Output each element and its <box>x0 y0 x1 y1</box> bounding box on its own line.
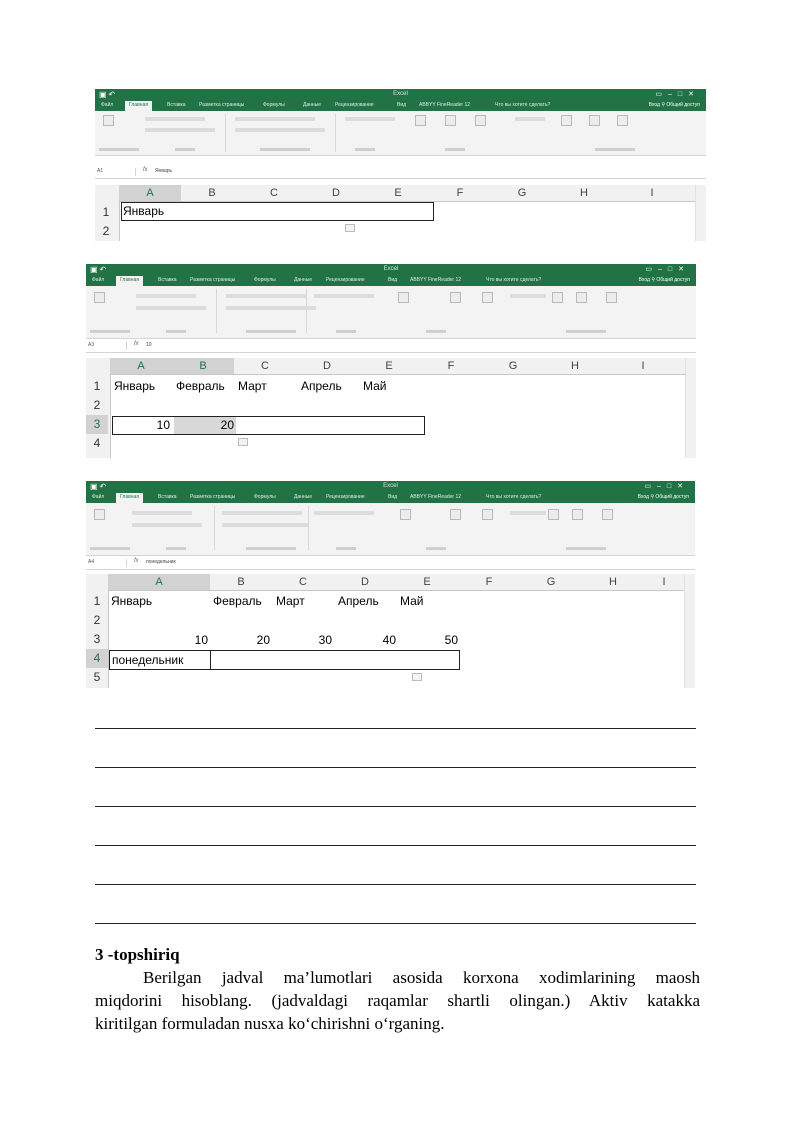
title-bar <box>95 89 706 101</box>
column-header[interactable]: D <box>323 360 331 372</box>
tab-page-layout[interactable]: Разметка страницы <box>190 277 236 283</box>
ribbon-separator <box>306 289 307 333</box>
answer-line <box>95 923 696 924</box>
group-label <box>246 547 296 550</box>
name-box[interactable]: A1 <box>97 168 136 176</box>
column-header[interactable]: B <box>237 576 245 588</box>
vertical-scrollbar[interactable] <box>685 358 696 458</box>
row-header[interactable]: 3 <box>93 632 101 646</box>
number-format <box>314 511 374 515</box>
quick-access-icons: ▣↶ <box>90 265 109 274</box>
cell-a1[interactable]: Январь <box>114 379 156 393</box>
tab-data[interactable]: Данные <box>303 102 322 108</box>
find-icon[interactable] <box>617 115 628 126</box>
cell-e1[interactable]: Май <box>400 594 424 608</box>
column-header-row <box>86 358 686 375</box>
tab-home[interactable]: Главная <box>116 276 143 286</box>
cell-d3[interactable]: 40 <box>382 633 396 647</box>
tab-review[interactable]: Рецензирование <box>326 277 365 283</box>
formula-input[interactable]: понедельник <box>146 559 176 565</box>
tab-view[interactable]: Вид <box>397 102 407 108</box>
tab-page-layout[interactable]: Разметка страницы <box>190 494 236 500</box>
alignment-buttons <box>226 294 306 298</box>
font-selector <box>132 511 192 515</box>
account-area[interactable]: Вход ⚲ Общий доступ <box>648 102 700 108</box>
column-header-row <box>86 574 686 591</box>
find-icon[interactable] <box>602 509 613 520</box>
cell-b1[interactable]: Февраль <box>213 594 262 608</box>
vertical-scrollbar[interactable] <box>695 185 706 241</box>
row-header-column <box>95 201 120 241</box>
window-title: Excel <box>383 266 399 272</box>
cell-c1[interactable]: Март <box>276 594 305 608</box>
font-format-buttons <box>136 306 206 310</box>
font-format-buttons <box>132 523 202 527</box>
alignment-buttons-2 <box>226 306 316 310</box>
cell-d1[interactable]: Апрель <box>301 379 342 393</box>
tab-file[interactable]: Файл <box>101 102 114 108</box>
format-table-icon[interactable] <box>450 509 461 520</box>
group-label <box>445 148 465 151</box>
tab-page-layout[interactable]: Разметка страницы <box>199 102 245 108</box>
window-title: Excel <box>393 91 408 97</box>
tab-abbyy[interactable]: ABBYY FineReader 12 <box>410 494 462 500</box>
column-header[interactable]: B <box>208 187 216 199</box>
formula-bar <box>95 166 706 179</box>
share-button[interactable]: Общий доступ <box>666 102 700 108</box>
title-bar <box>86 264 696 276</box>
column-header[interactable]: D <box>361 576 369 588</box>
share-button[interactable]: Общий доступ <box>655 494 689 500</box>
column-header[interactable]: B <box>172 358 234 374</box>
ribbon-separator <box>225 114 226 152</box>
cell-a1[interactable]: Январь <box>123 204 165 218</box>
cell-c1[interactable]: Март <box>238 379 267 393</box>
ribbon <box>86 503 695 556</box>
window-controls: ▭–□✕ <box>645 266 690 273</box>
task-line: miqdorini hisoblang. (jadvaldagi raqamlar shartli olingan.) Aktiv katakka <box>95 991 700 1010</box>
row-header[interactable]: 5 <box>93 670 101 684</box>
sort-filter-icon[interactable] <box>589 115 600 126</box>
task-paragraph <box>95 966 700 1035</box>
group-label <box>336 547 356 550</box>
tab-formulas[interactable]: Формулы <box>263 102 285 108</box>
selection-range <box>121 202 434 221</box>
tab-view[interactable]: Вид <box>388 277 398 283</box>
row-header[interactable]: 1 <box>93 379 101 393</box>
column-header[interactable]: I <box>662 576 666 588</box>
ribbon-separator <box>216 289 217 333</box>
answer-line <box>95 767 696 768</box>
column-header[interactable]: I <box>641 360 645 372</box>
window-controls: ▭–□✕ <box>655 91 700 98</box>
group-label <box>566 330 606 333</box>
title-bar <box>86 481 695 493</box>
alignment-buttons-2 <box>222 523 308 527</box>
ribbon-separator <box>335 114 336 152</box>
column-header[interactable]: C <box>270 187 278 199</box>
find-icon[interactable] <box>606 292 617 303</box>
format-table-icon[interactable] <box>445 115 456 126</box>
cell-a4[interactable]: понедельник <box>112 653 184 667</box>
cell-styles-icon[interactable] <box>475 115 486 126</box>
tell-me-box[interactable]: Что вы хотите сделать? <box>495 102 551 108</box>
cells-group <box>510 511 546 515</box>
answer-line <box>95 728 696 729</box>
font-selector <box>145 117 205 121</box>
answer-line <box>95 845 696 846</box>
alignment-buttons <box>235 117 315 121</box>
ribbon-tabs <box>86 493 695 503</box>
formula-input[interactable]: Январь <box>155 168 173 174</box>
cell-styles-icon[interactable] <box>482 292 493 303</box>
tell-me-box[interactable]: Что вы хотите сделать? <box>486 277 542 283</box>
account-area[interactable]: Вход ⚲ Общий доступ <box>638 277 690 283</box>
sum-icon[interactable] <box>552 292 563 303</box>
tab-data[interactable]: Данные <box>294 494 313 500</box>
row-header[interactable]: 1 <box>102 205 110 219</box>
tab-home[interactable]: Главная <box>125 101 152 111</box>
column-header[interactable]: C <box>261 360 269 372</box>
tab-view[interactable]: Вид <box>388 494 398 500</box>
tab-review[interactable]: Рецензирование <box>326 494 365 500</box>
cell-b3[interactable]: 20 <box>256 633 270 647</box>
formula-bar <box>86 557 695 570</box>
cell-e1[interactable]: Май <box>363 379 387 393</box>
vertical-scrollbar[interactable] <box>684 574 695 688</box>
tab-file[interactable]: Файл <box>92 277 105 283</box>
column-header[interactable]: I <box>650 187 654 199</box>
paste-icon[interactable] <box>94 292 105 303</box>
group-label <box>175 148 195 151</box>
row-header-column <box>86 590 109 688</box>
cell-b3[interactable]: 20 <box>220 418 234 432</box>
row-header[interactable]: 2 <box>102 224 110 238</box>
share-button[interactable]: Общий доступ <box>656 277 690 283</box>
quick-access-icons: ▣↶ <box>90 482 109 491</box>
ribbon <box>95 111 706 156</box>
group-label <box>246 330 296 333</box>
quick-access-icons: ▣↶ <box>99 90 118 99</box>
group-label <box>426 547 446 550</box>
group-label <box>166 330 186 333</box>
sum-icon[interactable] <box>561 115 572 126</box>
column-header[interactable]: E <box>385 360 393 372</box>
column-header[interactable]: D <box>332 187 340 199</box>
cell-a3[interactable]: 10 <box>156 418 170 432</box>
group-label <box>260 148 310 151</box>
cells-group <box>515 117 545 121</box>
column-header[interactable]: H <box>580 187 588 199</box>
cell-d1[interactable]: Апрель <box>338 594 379 608</box>
ribbon-tabs <box>86 276 696 286</box>
paste-icon[interactable] <box>94 509 105 520</box>
conditional-format-icon[interactable] <box>400 509 411 520</box>
group-label <box>90 547 130 550</box>
cell-a1[interactable]: Январь <box>111 594 153 608</box>
column-header[interactable]: G <box>517 187 527 199</box>
tab-insert[interactable]: Вставка <box>167 102 186 108</box>
window-controls: ▭–□✕ <box>644 483 689 490</box>
task-heading: 3 -topshiriq <box>95 945 180 964</box>
tab-data[interactable]: Данные <box>294 277 313 283</box>
alignment-buttons-2 <box>235 128 325 132</box>
column-header[interactable]: A <box>110 358 172 374</box>
tab-review[interactable]: Рецензирование <box>335 102 374 108</box>
group-label <box>99 148 139 151</box>
row-header[interactable]: 4 <box>86 649 108 668</box>
tell-me-box[interactable]: Что вы хотите сделать? <box>486 494 542 500</box>
sign-in[interactable]: Вход <box>638 277 650 283</box>
group-label <box>166 547 186 550</box>
sort-filter-icon[interactable] <box>576 292 587 303</box>
column-header[interactable]: F <box>456 187 464 199</box>
task-line: Berilgan jadval ma’lumotlari asosida korxona xodimlarining maosh <box>143 968 700 987</box>
column-header[interactable]: E <box>394 187 402 199</box>
task-line: kiritilgan formuladan nusxa ko‘chirishni o‘rganing. <box>95 1014 445 1033</box>
tab-abbyy[interactable]: ABBYY FineReader 12 <box>410 277 462 283</box>
formula-input[interactable]: 10 <box>146 342 152 348</box>
format-table-icon[interactable] <box>450 292 461 303</box>
fx-icon[interactable]: fx <box>134 558 139 564</box>
column-header[interactable]: A <box>108 574 210 590</box>
sign-in[interactable]: Вход <box>637 494 649 500</box>
group-label <box>336 330 356 333</box>
cells-group <box>510 294 546 298</box>
ribbon-tabs <box>95 101 706 111</box>
tab-formulas[interactable]: Формулы <box>254 277 276 283</box>
quick-analysis-icon[interactable] <box>345 224 355 232</box>
group-label <box>90 330 130 333</box>
row-header[interactable]: 3 <box>86 415 108 434</box>
alignment-buttons <box>222 511 302 515</box>
excel-screenshot-1 <box>95 89 706 241</box>
column-header[interactable]: A <box>119 185 181 201</box>
column-header[interactable]: H <box>609 576 617 588</box>
sign-in[interactable]: Вход <box>648 102 660 108</box>
formula-bar <box>86 340 696 353</box>
cell-e3[interactable]: 50 <box>444 633 458 647</box>
column-header[interactable]: C <box>299 576 307 588</box>
auto-fill-options-icon[interactable] <box>238 438 248 446</box>
ribbon-separator <box>308 506 309 550</box>
fx-icon[interactable]: fx <box>143 167 148 173</box>
answer-line <box>95 806 696 807</box>
column-header-row <box>95 185 696 202</box>
excel-screenshot-2 <box>86 264 696 458</box>
row-header-column <box>86 374 111 458</box>
group-label <box>595 148 635 151</box>
tab-file[interactable]: Файл <box>92 494 105 500</box>
tab-insert[interactable]: Вставка <box>158 494 177 500</box>
window-title: Excel <box>383 483 398 489</box>
fx-icon[interactable]: fx <box>134 341 139 347</box>
tab-home[interactable]: Главная <box>116 493 143 503</box>
name-box[interactable]: A3 <box>88 342 127 350</box>
column-header[interactable]: H <box>571 360 579 372</box>
account-area[interactable]: Вход ⚲ Общий доступ <box>637 494 689 500</box>
row-header[interactable]: 2 <box>93 398 101 412</box>
font-format-buttons <box>145 128 215 132</box>
column-header[interactable]: F <box>447 360 455 372</box>
row-header[interactable]: 4 <box>93 436 101 450</box>
conditional-format-icon[interactable] <box>415 115 426 126</box>
cell-styles-icon[interactable] <box>482 509 493 520</box>
tab-abbyy[interactable]: ABBYY FineReader 12 <box>419 102 471 108</box>
auto-fill-options-icon[interactable] <box>412 673 422 681</box>
column-header[interactable]: F <box>485 576 493 588</box>
tab-insert[interactable]: Вставка <box>158 277 177 283</box>
row-header[interactable]: 2 <box>93 613 101 627</box>
sort-filter-icon[interactable] <box>572 509 583 520</box>
paste-icon[interactable] <box>103 115 114 126</box>
cell-a3[interactable]: 10 <box>194 633 208 647</box>
font-selector <box>136 294 196 298</box>
cell-c3[interactable]: 30 <box>318 633 332 647</box>
column-header[interactable]: E <box>423 576 431 588</box>
excel-screenshot-3 <box>86 481 695 688</box>
name-box[interactable]: A4 <box>88 559 127 567</box>
group-label <box>426 330 446 333</box>
group-label <box>355 148 375 151</box>
answer-line <box>95 884 696 885</box>
ribbon-separator <box>214 506 215 550</box>
number-format <box>314 294 374 298</box>
ribbon <box>86 286 696 339</box>
column-header[interactable]: G <box>508 360 518 372</box>
row-header[interactable]: 1 <box>93 594 101 608</box>
sum-icon[interactable] <box>548 509 559 520</box>
tab-formulas[interactable]: Формулы <box>254 494 276 500</box>
number-format <box>345 117 395 121</box>
cell-b1[interactable]: Февраль <box>176 379 225 393</box>
conditional-format-icon[interactable] <box>398 292 409 303</box>
column-header[interactable]: G <box>546 576 556 588</box>
group-label <box>566 547 606 550</box>
